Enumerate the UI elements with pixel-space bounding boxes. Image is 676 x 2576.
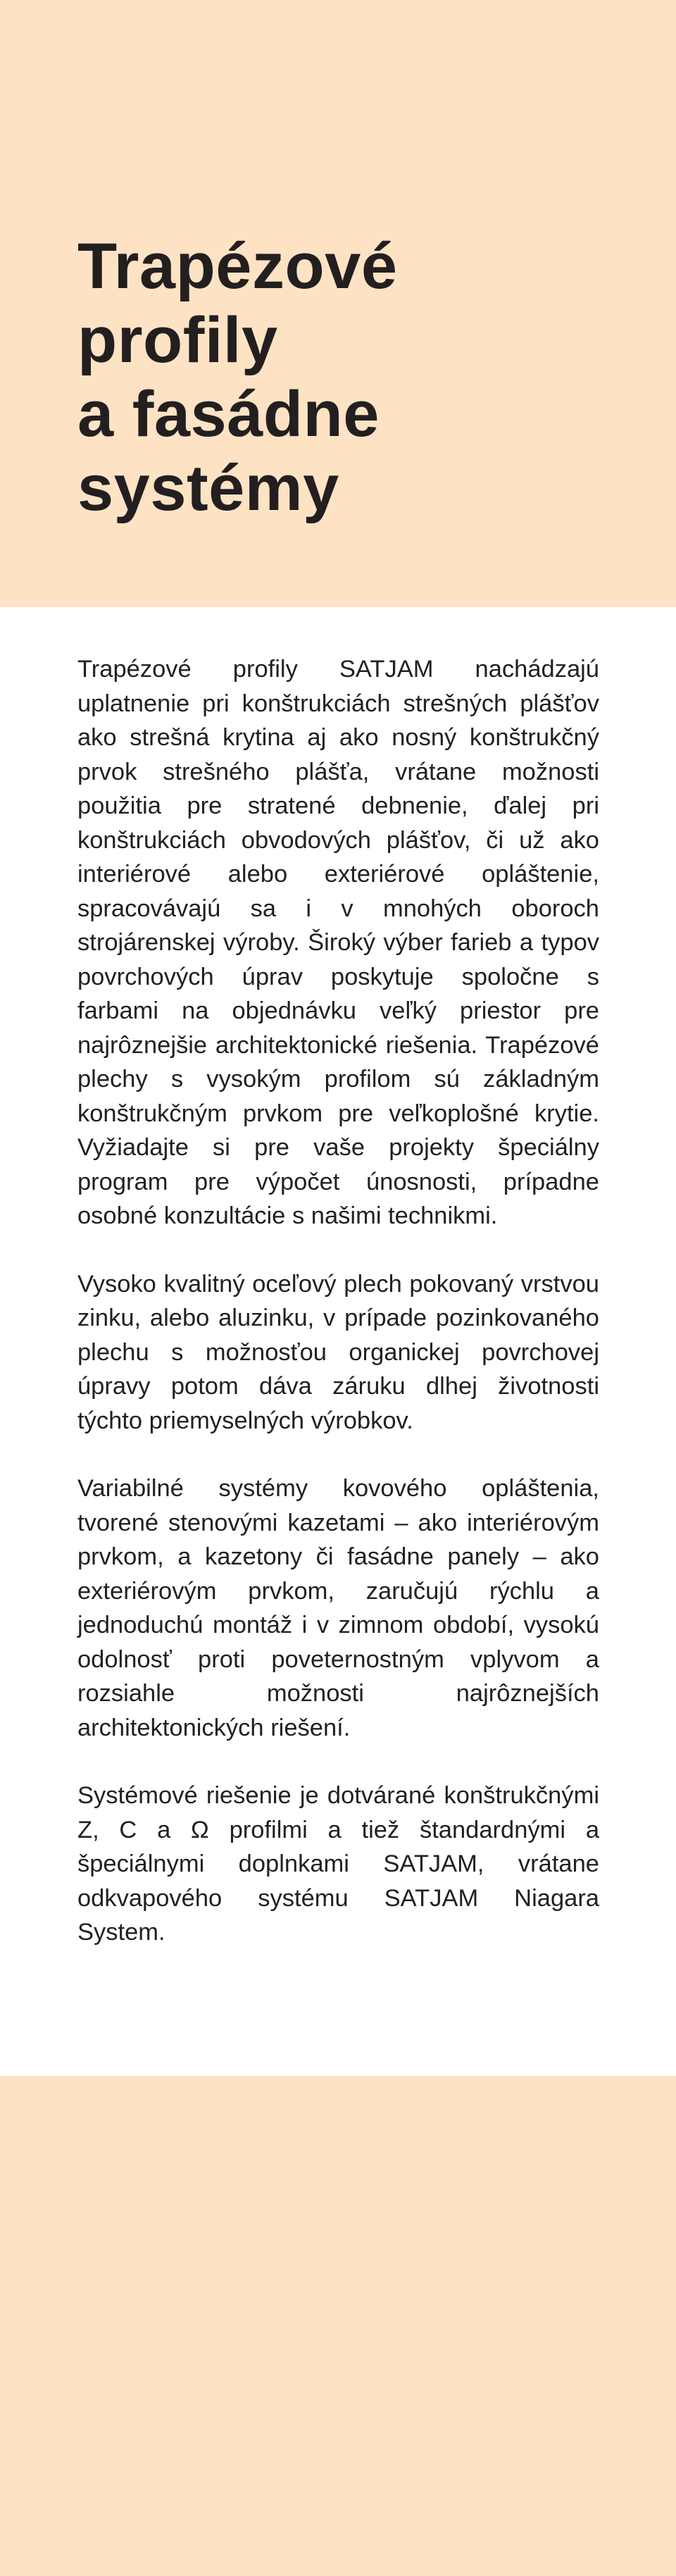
title-line: systémy <box>77 452 339 524</box>
page-title <box>77 230 613 525</box>
paragraph: Vysoko kvalitný oceľový plech pokovaný vrstvou zinku, alebo aluzinku, v prípade pozinkovaného plechu s možnosťou organickej povrchovej úpravy potom dáva záruku dlhej životnosti týchto priemyselných výrobkov. <box>77 1270 599 1434</box>
title-line: profily <box>77 304 278 376</box>
title-line: a fasádne <box>77 378 380 450</box>
paragraph: Systémové riešenie je dotvárané konštrukčnými Z, C a Ω profilmi a tiež štandardnými a špeciálnymi doplnkami SATJAM, vrátane odkvapového systému SATJAM Niagara System. <box>77 1782 599 1946</box>
title-line: Trapézové <box>77 230 398 302</box>
paragraph: Variabilné systémy kovového opláštenia, tvorené stenovými kazetami – ako interiérovým prvkom, a kazetony či fasádne panely – ako exteriérovým prvkom, zaručujú rýchlu a jednoduchú montáž i v zimnom období, vysokú odolnosť proti poveternostným vplyvom a rozsiahle možnosti najrôznejších architektonických riešení. <box>77 1475 599 1741</box>
header-band <box>0 0 676 607</box>
footer-band <box>0 2076 676 2576</box>
paragraph: Trapézové profily SATJAM nachádzajú uplatnenie pri konštrukciách strešných plášťov ako strešná krytina aj ako nosný konštrukčný prvok strešného plášťa, vrátane možnosti použitia pre stratené debnenie, ďalej pri konštrukciách obvodových plášťov, či už ako interiérové alebo exteriérové opláštenie, spracovávajú sa i v mnohých oboroch strojárenskej výroby. Široký výber farieb a typov povrchových úprav poskytuje spoločne s farbami na objednávku veľký priestor pre najrôznejšie architektonické riešenia. Trapézové plechy s vysokým profilom sú základným konštrukčným prvkom pre veľkoplošné krytie. Vyžiadajte si pre vaše projekty špeciálny program pre výpočet únosnosti, prípadne osobné konzultácie s našimi technikmi. <box>77 656 599 1229</box>
article-body <box>77 652 599 1984</box>
